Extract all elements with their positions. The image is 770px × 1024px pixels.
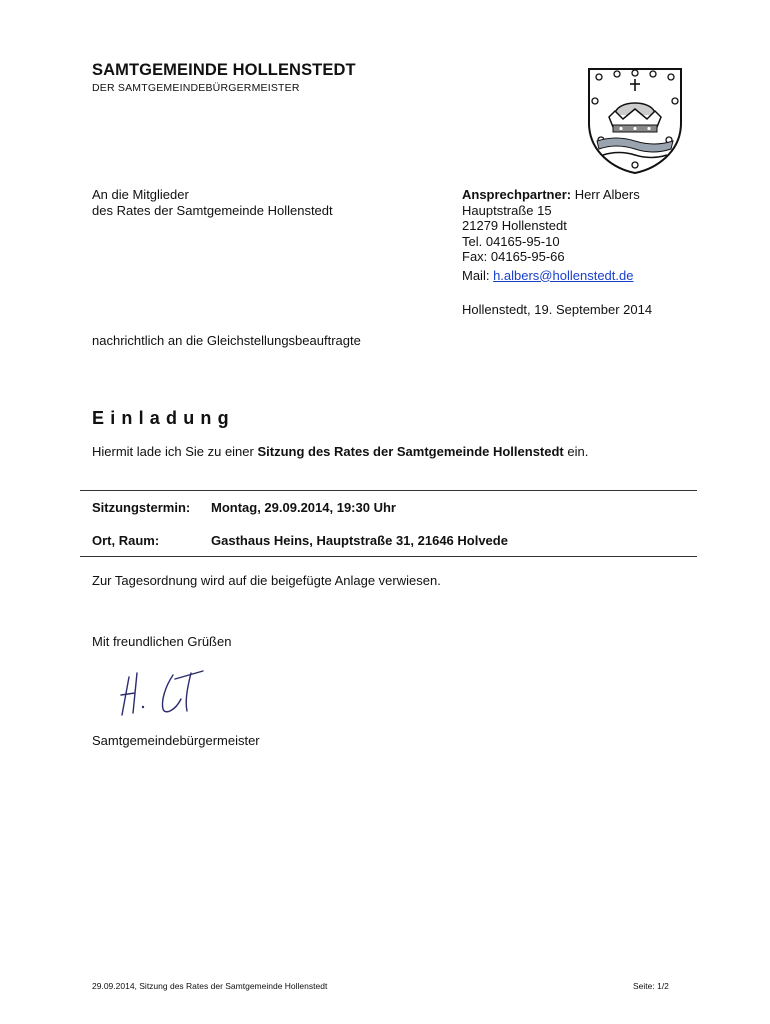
intro-bold: Sitzung des Rates der Samtgemeinde Hollenstedt — [257, 444, 564, 459]
contact-name: Herr Albers — [571, 187, 640, 202]
intro-after: ein. — [563, 444, 589, 459]
contact-block — [462, 187, 640, 283]
mail-label: Mail: — [462, 267, 494, 283]
session-place-label: Ort, Raum: — [92, 533, 160, 548]
recipient-line: An die Mitglieder — [92, 187, 189, 202]
intro-text — [92, 444, 588, 459]
divider-bottom — [80, 556, 697, 557]
org-subtitle: DER SAMTGEMEINDEBÜRGERMEISTER — [92, 82, 300, 94]
session-date-label: Sitzungstermin: — [92, 500, 191, 515]
letter-heading: Einladung — [92, 408, 235, 428]
recipient-block — [92, 187, 333, 218]
divider-top — [80, 490, 697, 491]
contact-city: 21279 Hollenstedt — [462, 218, 567, 233]
contact-mail — [462, 268, 640, 284]
greeting: Mit freundlichen Grüßen — [92, 634, 232, 649]
contact-tel: Tel. 04165-95-10 — [462, 233, 560, 249]
letter-date: Hollenstedt, 19. September 2014 — [462, 302, 653, 317]
org-title: SAMTGEMEINDE HOLLENSTEDT — [92, 61, 356, 79]
recipient-line: des Rates der Samtgemeinde Hollenstedt — [92, 202, 333, 218]
contact-fax: Fax: 04165-95-66 — [462, 249, 565, 264]
session-date-value: Montag, 29.09.2014, 19:30 Uhr — [211, 500, 396, 515]
contact-street: Hauptstraße 15 — [462, 202, 552, 218]
footer-page-number: Seite: 1/2 — [633, 981, 669, 991]
session-place-value: Gasthaus Heins, Hauptstraße 31, 21646 Holvede — [211, 533, 508, 548]
contact-person — [462, 187, 640, 203]
cc-note: nachrichtlich an die Gleichstellungsbeauftragte — [92, 333, 361, 348]
agenda-note: Zur Tagesordnung wird auf die beigefügte Anlage verwiesen. — [92, 573, 441, 588]
intro-before: Hiermit lade ich Sie zu einer — [92, 444, 258, 459]
signature-icon — [95, 655, 280, 730]
contact-label: Ansprechpartner: — [462, 187, 572, 202]
footer-left: 29.09.2014, Sitzung des Rates der Samtgemeinde Hollenstedt — [92, 981, 328, 991]
signer-title: Samtgemeindebürgermeister — [92, 733, 260, 748]
mail-link[interactable]: h.albers@hollenstedt.de — [493, 267, 634, 283]
coat-of-arms-icon — [585, 65, 685, 175]
